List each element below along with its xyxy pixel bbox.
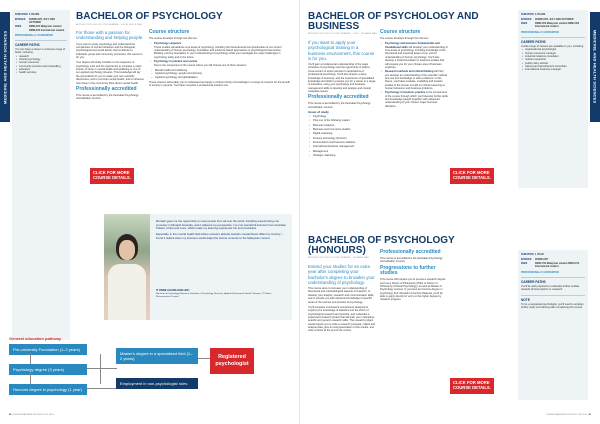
pathway-step-foundation: Pre-university Foundation (1–2 years) — [9, 344, 87, 355]
honours-right-column — [380, 250, 448, 304]
right-footer — [546, 414, 591, 417]
list-item: • Strategic marketing. — [313, 154, 376, 157]
psych-lead: For those with a passion for understanding and helping people. — [76, 30, 144, 41]
list-item: – Applied psychology and globalisation. — [155, 76, 291, 79]
psych-course-meta: APPLIED PSYCHOLOGY PROGRAMME – EXCELLENCE MAX — [76, 24, 143, 26]
fees-label: FEES — [521, 22, 528, 26]
duration-label: DURATION — [521, 13, 534, 16]
note-text: To be a registered psychologist, you'll need to undergo further study and training after completing this course. — [521, 302, 584, 310]
testimonial-role: Bachelor of Psychology (Honours), Bachelor of Psychology (Science), Applied Professional Health Therapist, IT Potters Worcestershire Council — [156, 293, 272, 298]
business-structure-heading: Course structure — [380, 29, 421, 35]
list-item: • organisational psychologist — [525, 48, 585, 51]
business-left-column — [308, 40, 376, 160]
areas-of-study-heading: Areas of study — [308, 110, 329, 115]
career-paths-heading: CAREER PATHS — [15, 40, 67, 47]
honours-left-column — [308, 264, 376, 335]
page-number: 40 — [9, 414, 12, 417]
business-accredited-heading: Professionally accredited — [308, 94, 369, 101]
psych-streams-list — [149, 69, 291, 79]
note-heading: NOTE — [521, 295, 585, 302]
structure-item-title: Research methods and critical thinking — [385, 70, 434, 74]
psych-right-column — [149, 30, 291, 90]
areas-of-study-list — [308, 115, 376, 158]
pathway-step-honours: Honours degree in psychology (1 year) — [9, 384, 87, 395]
career-paths-heading: CAREER PATHS — [521, 277, 585, 284]
psych-paragraph: Your degree will study includes a core sequence of psychology units and the opportunity to complete a major stream of study in mental health and wellbeing or one of our applied psychology streams. This knowledge will lay the groundwork for you to make your own scientific discoveries, and to promote mental health, and to influence how those in the community think about mental health. — [76, 61, 144, 85]
list-item: • international business manager. — [525, 68, 585, 71]
duration-value: 3 YEARS — [29, 13, 40, 16]
honours-paragraph: This course aims to increase your understanding of theoretical and methodological aspects of research, to develop your analytic, research and communication skills, and to provide you with advanced knowledge of specific areas of the science and practice of psychology. — [308, 287, 375, 304]
list-item — [385, 91, 448, 108]
structure-item-text: will help you develop an understanding of the scientific method and use this knowledge to solve problems. In this theme, you'll also evaluate, modelling and transfer studies of the human to build on critical reasoning to human behaviour and business problems. — [385, 70, 448, 91]
list-item: • public policy adviser — [525, 62, 585, 65]
psych-structure-list — [149, 42, 291, 67]
structure-item-text: Due to the component of the course where you will choose one of three streams: — [154, 63, 247, 67]
publication-name: UNDERGRADUATE PROSPECTUS 2024 — [546, 414, 588, 417]
structure-item-title: Psychology in practice and society — [154, 60, 198, 64]
list-item: • International business management — [313, 145, 376, 148]
accredited-badge: PROFESSIONALLY ACCREDITED — [521, 270, 559, 274]
list-item — [385, 70, 448, 90]
accredited-badge: PROFESSIONALLY ACCREDITED — [521, 30, 559, 34]
business-structure-intro: The course develops through four themes: — [380, 37, 429, 40]
fees-value: RM84,000 Malaysian student RM98,000 International student — [29, 25, 65, 32]
business-right-column — [380, 30, 448, 110]
structure-item-title: Psychology and business fundamentals and foundational skills — [385, 42, 440, 49]
psych-closing: These streams will enable you to understand and apply a coherent body of knowledge in a range of contexts for the benefit of society in general. You'll also complete a professional practice unit. — [149, 80, 290, 88]
duration-value: 3 YEARS — [535, 13, 546, 16]
list-item: • health services. — [19, 71, 67, 74]
structure-item-title: Psychology in business practice — [385, 91, 426, 95]
progression-heading: Progressions to further studies — [380, 264, 436, 277]
fees-value: RM43,760 Malaysian student RM43,150 International student — [535, 262, 580, 269]
intakes-value: FEBRUARY, JULY AND OCTOBER — [29, 17, 55, 24]
psych-course-title: BACHELOR OF PSYCHOLOGY — [76, 11, 223, 22]
testimonial-paragraph: Monash gave me the opportunity to meet people from all over the world, including experiencing one semester in Monash Australia, and it widened my perspective. I've met wonderful lecturers from Australia, Poland, China and more, which made my learning experience fun and productive. — [156, 219, 287, 231]
page-number: 41 — [588, 414, 591, 417]
section-side-tab: MEDICINE AND HEALTH SCIENCES — [590, 12, 600, 122]
list-item: • Finance technology (Fintech) — [313, 137, 376, 140]
pathway-connector — [100, 354, 101, 384]
list-item: • Plus one of the following majors: — [313, 119, 376, 122]
student-photo — [104, 214, 150, 320]
section-side-tab: MEDICINE AND HEALTH SCIENCES — [0, 12, 10, 122]
accredited-badge: PROFESSIONALLY ACCREDITED — [15, 33, 53, 37]
list-item: • education — [19, 68, 67, 71]
list-item: • human resources manager — [525, 52, 585, 55]
pathway-connector — [87, 388, 117, 389]
business-course-details-button[interactable]: CLICK FOR MORE COURSE DETAILS. — [450, 168, 494, 184]
pathway-employment: Employment in non-psychologist roles — [116, 378, 198, 389]
progression-text: This course will prepare you to pursue a research degree such as a Doctor of Philosophy (PhD) or Doctor of Philosophy (Clinical Psychology), as well as Master of Psychology courses. If you have an honours degree in psychology from Monash University Malaysia, you'll be able to apply directly for entry to the higher degree by research program. — [380, 278, 446, 302]
business-structure-list — [380, 42, 448, 108]
fees-value: RM84,000 Malaysian student RM94,300 International student — [535, 22, 580, 29]
psych-paragraph: If you want to study psychology and understand the complexities of human behaviour and the biological, psychological and social factors that contribute to individual, group and community processes, this course is for you. — [76, 42, 143, 59]
list-item — [154, 42, 291, 59]
intakes-value: FEBRUARY, JULY AND OCTOBER — [535, 17, 574, 21]
career-paths-list — [15, 55, 67, 75]
psych-course-info-sidebar — [12, 10, 70, 340]
honours-accredited-heading: Professionally accredited — [380, 249, 441, 255]
testimonial-paragraph: Especially, in the mental health field where society's attitude towards mental illness differs by country, I found it helpful when my lecturers would adapt the lecture contents to the Malaysian context. — [156, 231, 283, 240]
testimonial-name: IT ONNE CHUNG KEB HOU — [156, 289, 190, 292]
list-item — [154, 60, 291, 67]
list-item: • training and development consultant — [525, 65, 585, 68]
business-course-info-sidebar — [518, 10, 588, 188]
career-paths-text: You'll be well prepared to undertake further studies towards clinical practice or research. — [521, 284, 580, 292]
list-item: • Business and commerce studies — [313, 128, 376, 131]
psych-left-column — [76, 30, 144, 103]
psych-accredited-heading: Professionally accredited — [76, 85, 137, 92]
career-paths-heading: CAREER PATHS — [521, 37, 585, 44]
left-footer — [9, 414, 54, 417]
career-paths-intro: You can have a career in a diverse range of fields, including: — [15, 47, 66, 55]
list-item: • clinical psychology — [19, 58, 67, 61]
business-course-meta: APPLIED PSYCHOLOGY PROGRAMME – 2024 – MONASH MAX — [308, 33, 378, 35]
fees-label: FEES — [15, 25, 22, 29]
list-item: • human resources — [19, 61, 67, 64]
honours-lead: Extend your studies for an extra year after completing your bachelor's degree to broaden your understanding of psychology. — [308, 264, 375, 285]
pathway-masters: Master's degree in a specialised field (1–2 years) — [116, 348, 198, 364]
list-item: • Business analytics — [313, 124, 376, 127]
honours-course-info-sidebar — [518, 250, 588, 400]
pathway-connector — [30, 373, 31, 384]
pathway-connector — [30, 353, 31, 364]
list-item: • market researcher — [525, 58, 585, 61]
business-intro: You'll gain a fundamental understanding of the major principles of psychology and the opportunity to build a cross-section of topics relevant to applications of professional psychology. You'll also acquire a deep knowledge of business, and the experience of specialised knowledge and skills to prepare you for a career in a range of industries, using your psychology and business management skills to develop and analyse and consult workplace issues. — [308, 63, 376, 93]
structure-item-title: Psychology sequence — [154, 42, 182, 46]
list-item: • research — [19, 55, 67, 58]
career-paths-intro: A wide range of careers are available to you, including: — [521, 44, 584, 48]
psych-structure-intro: The course develops through two themes: — [149, 37, 198, 40]
structure-item-text: These studies will address core areas of psychology, including the theoretical and empirical basis of our current understanding of human psychology, foundation and evidence-based approaches to psychological intervention. Building a strong foundation in your understanding of psychology while you investigate the major challenges in psychology today and in the future. — [154, 45, 282, 59]
intakes-value: FEBRUARY — [535, 257, 549, 261]
duration-value: 1 YEAR — [535, 253, 544, 256]
intakes-label: INTAKES — [521, 17, 532, 21]
list-item: – Mental health and wellbeing — [155, 69, 291, 72]
honours-course-details-button[interactable]: CLICK FOR MORE COURSE DETAILS. — [450, 378, 494, 394]
list-item: • Management — [313, 150, 376, 153]
intakes-label: INTAKES — [15, 17, 26, 21]
honours-accredited-text: This course is accredited by the Australian Psychology Accreditation Council. — [380, 257, 443, 264]
intakes-label: INTAKES — [521, 257, 532, 261]
list-item — [385, 42, 448, 69]
business-accredited-text: This course is accredited by the Australian Psychology Accreditation Council. — [308, 102, 371, 109]
psych-accredited-text: This course is accredited by the Australian Psychology Accreditation Council. — [76, 93, 139, 101]
testimonial-quote — [156, 220, 288, 242]
psych-structure-heading: Course structure — [149, 29, 190, 35]
duration-label: DURATION — [15, 13, 28, 16]
honours-course-meta: APPLIED PSYCHOLOGY PROGRAMME – MONASH MAX — [308, 257, 369, 259]
structure-item-text: is the components of the course through which you'll develop further skills and knowledge (taught together) with advanced understanding of your chosen major business discipline. — [385, 91, 448, 108]
pathway-connector — [198, 358, 210, 359]
pathway-step-degree: Psychology degree (3 years) — [9, 364, 87, 375]
pathway-connector — [87, 368, 117, 369]
publication-name: UNDERGRADUATE PROSPECTUS 2024 — [12, 414, 54, 417]
list-item: – Applied psychology: people and diversity — [155, 72, 291, 75]
right-page — [300, 0, 600, 424]
structure-item-text: will develop your understanding of core areas of psychology, including knowledge of the theoretical and empirical bases of our current understanding of human psychology. You'll also develop a broad foundation in business studies that will prepare you for your chosen area of business expertise. — [385, 45, 448, 69]
career-paths-list — [521, 48, 585, 72]
business-course-title: BACHELOR OF PSYCHOLOGY AND BUSINESS — [308, 11, 479, 32]
honours-course-title: BACHELOR OF PSYCHOLOGY (HONOURS) — [308, 235, 455, 256]
fees-label: FEES — [521, 262, 528, 266]
list-item: • industrial relations consultant — [525, 55, 585, 58]
list-item: • Econometrics and business statistics — [313, 141, 376, 144]
list-item: • community services and counselling — [19, 65, 67, 68]
business-lead: If you want to apply your psychological training in a business environment, this course is for you. — [308, 40, 375, 61]
honours-paragraph: You'll complete coursework components designed to expand your knowledge of statistics and the ethics of psychological research and practice, and undertake a supervised research project that will train you in discipline-specific and generic research skills. The research project would require you to write a research proposal, collect and analyse data, give an oral presentation of the results, and write a thesis at the end of the course. — [308, 305, 376, 333]
duration-label: DURATION — [521, 253, 534, 256]
pathway-title: General education pathway — [9, 336, 62, 341]
list-item: • Psychology — [313, 115, 376, 118]
psych-course-details-button[interactable]: CLICK FOR MORE COURSE DETAILS. — [90, 168, 134, 184]
list-item: • Digital marketing — [313, 132, 376, 135]
pathway-registered-psychologist: Registered psychologist — [210, 348, 254, 374]
